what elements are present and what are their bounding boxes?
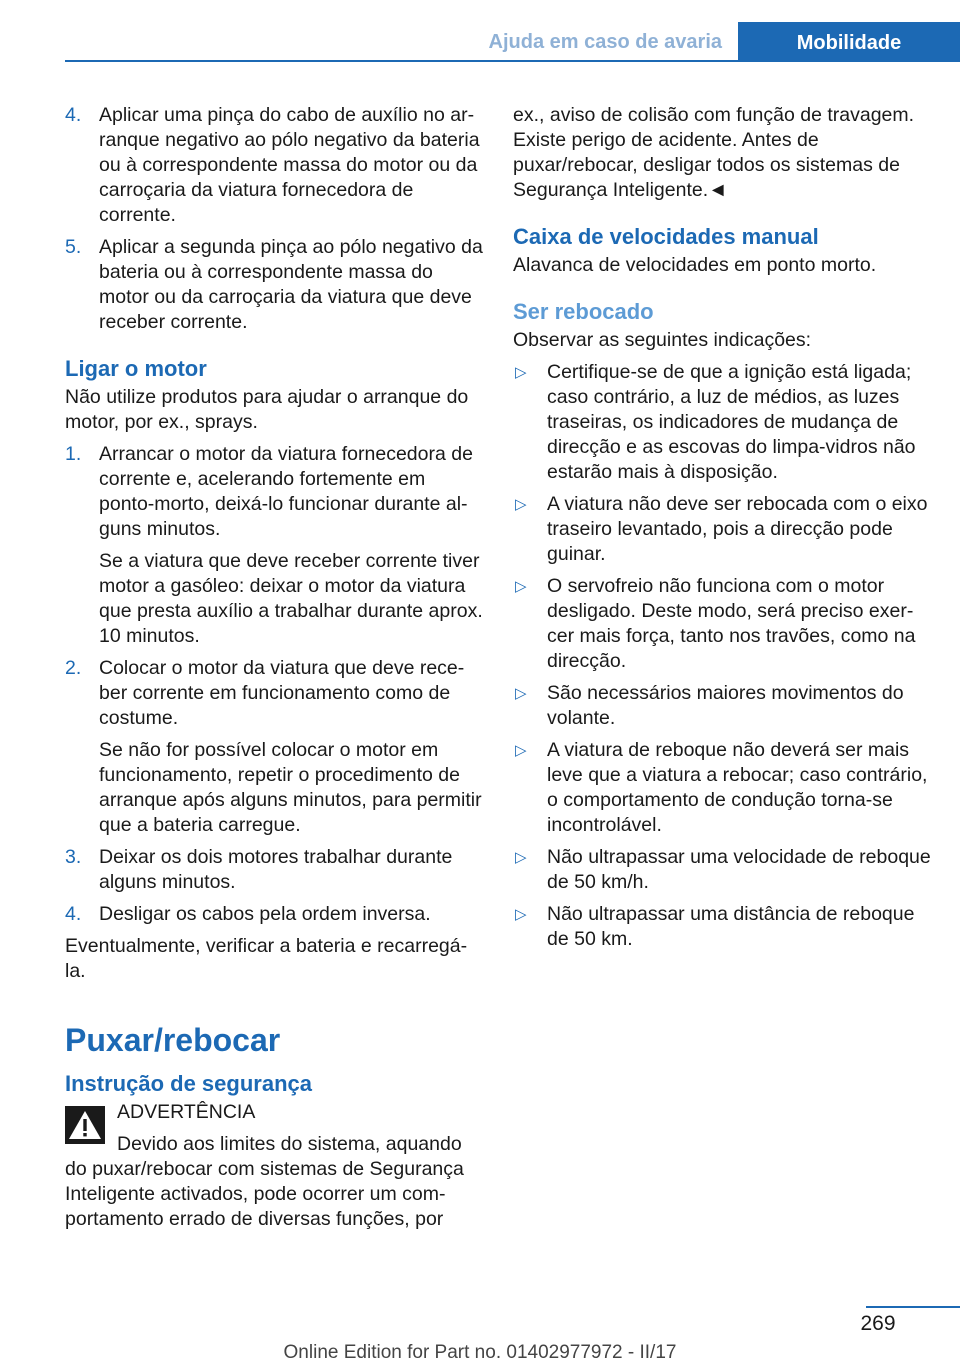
bullet-text: Não ultrapassar uma distância de reboque de 50 km. [547, 903, 915, 950]
footer-edition: Online Edition for Part no. 01402977972 - II/17 [283, 1342, 677, 1363]
step-number: 4. [65, 104, 82, 126]
list-item [65, 656, 483, 838]
warning-icon [65, 1106, 105, 1144]
caixa-paragraph: Alavanca de velocidades em ponto morto. [513, 254, 877, 276]
list-item [513, 574, 933, 674]
page-number: 269 [860, 1312, 896, 1335]
step-note: Se não for possível colocar o motor em funcionamento, repetir o procedimento de arranque após alguns minutos, para permitir que a bateria carregue. [99, 739, 482, 836]
triangle-bullet-icon: ▷ [515, 364, 527, 381]
step-text: Deixar os dois motores trabalhar durante alguns minutos. [99, 846, 453, 893]
heading-ligar-motor: Ligar o motor [65, 356, 207, 381]
list-item [513, 902, 933, 952]
warning-text: Devido aos limites do sistema, aquando do puxar/rebocar com sistemas de Segurança Inteligente activados, pode ocorrer um comportamento errado de diversas funções, por [65, 1133, 464, 1230]
step-number: 2. [65, 657, 82, 679]
heading-ser-rebocado: Ser rebocado [513, 299, 654, 324]
list-item [513, 360, 933, 485]
triangle-bullet-icon: ▷ [515, 685, 527, 702]
left-column [65, 103, 483, 1232]
heading-puxar-rebocar: Puxar/rebocar [65, 1022, 281, 1058]
triangle-bullet-icon: ▷ [515, 906, 527, 923]
step-number: 4. [65, 903, 82, 925]
step-number: 1. [65, 443, 82, 465]
warning-block [65, 1100, 483, 1232]
list-item [65, 845, 483, 895]
page-number-rule [866, 1306, 960, 1308]
triangle-bullet-icon: ▷ [515, 849, 527, 866]
list-item [65, 902, 483, 927]
rebocado-intro: Observar as seguintes indicações: [513, 329, 812, 351]
intro-paragraph: Não utilize produtos para ajudar o arranque do motor, por ex., sprays. [65, 386, 469, 433]
bullet-text: Certifique-se de que a ignição está ligada; caso contrário, a luz de médios, as luzes traseiras, os indicadores de mudança de direcção e as escovas do limpa-vidros não estarão mais à disposição. [547, 361, 916, 483]
step-text: Arrancar o motor da viatura fornecedora de corrente e, acelerando fortemente em ponto-morto, deixá-lo funcionar durante alguns minutos. [99, 443, 473, 540]
step-text: Colocar o motor da viatura que deve receber corrente em funcionamento como de costume. [99, 657, 465, 729]
triangle-bullet-icon: ▷ [515, 578, 527, 595]
page-header [65, 22, 960, 62]
list-item [513, 681, 933, 731]
list-item [65, 103, 483, 228]
bullet-text: O servofreio não funciona com o motor desligado. Deste modo, será preciso exercer mais força, tanto nos travões, como na direcção. [547, 575, 916, 672]
list-item [513, 845, 933, 895]
list-item [65, 235, 483, 335]
step-text: Desligar os cabos pela ordem inversa. [99, 903, 431, 925]
bullet-text: São necessários maiores movimentos do volante. [547, 682, 904, 729]
bullet-text: A viatura de reboque não deverá ser mais leve que a viatura a rebocar; caso contrário, o comportamento de condução torna-se incontrolável. [547, 739, 928, 836]
right-column [513, 103, 933, 959]
warning-title: ADVERTÊNCIA [117, 1101, 256, 1123]
header-rule [65, 60, 960, 62]
step-text: Aplicar uma pinça do cabo de auxílio no arranque negativo ao pólo negativo da bateria ou à correspondente massa do motor ou da carroçaria da viatura fornecedora de corrente. [99, 104, 480, 226]
heading-caixa-velocidades: Caixa de velocidades manual [513, 224, 819, 249]
bullet-text: A viatura não deve ser rebocada com o eixo traseiro levantado, pois a direcção pode guinar. [547, 493, 928, 565]
list-item [513, 738, 933, 838]
list-item [65, 442, 483, 649]
step-text: Aplicar a segunda pinça ao pólo negativo da bateria ou à correspondente massa do motor ou da carroçaria da viatura que deve receber corrente. [99, 236, 483, 333]
list-item [513, 492, 933, 567]
closing-paragraph: Eventualmente, verificar a bateria e recarregá-la. [65, 935, 468, 982]
heading-instrucao-seguranca: Instrução de segurança [65, 1071, 312, 1096]
header-section-title: Ajuda em caso de avaria [488, 31, 722, 53]
triangle-bullet-icon: ▷ [515, 496, 527, 513]
bullet-text: Não ultrapassar uma velocidade de reboque de 50 km/h. [547, 846, 931, 893]
step-number: 5. [65, 236, 82, 258]
header-chapter-tab: Mobilidade [738, 22, 960, 62]
triangle-bullet-icon: ▷ [515, 742, 527, 759]
step-number: 3. [65, 846, 82, 868]
step-note: Se a viatura que deve receber corrente tiver motor a gasóleo: deixar o motor da viatura que presta auxílio a trabalhar durante aprox. 10 minutos. [99, 550, 483, 647]
warning-continuation: ex., aviso de colisão com função de travagem. Existe perigo de acidente. Antes de puxar/rebocar, desligar todos os sistemas de Segurança Inteligente.◄ [513, 104, 915, 201]
